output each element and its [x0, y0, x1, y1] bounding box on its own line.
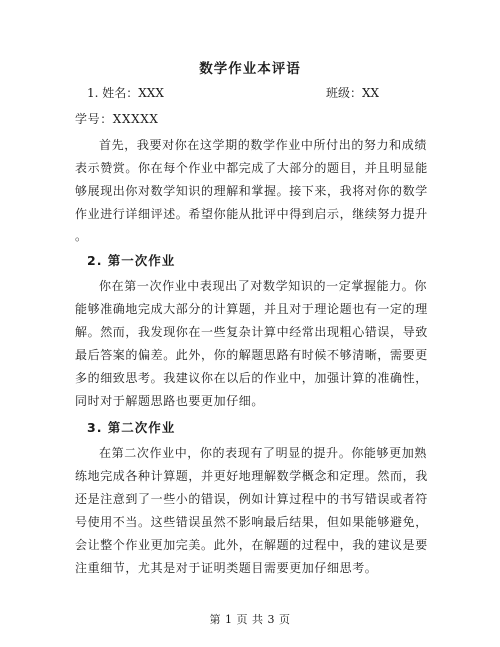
class-label: 班级：XX [326, 86, 380, 100]
page-footer: 第 1 页 共 3 页 [209, 613, 291, 626]
intro-line: 。 [75, 229, 88, 243]
section-heading-first-homework: 2. 第一次作业 [87, 253, 176, 268]
intro-line: 作业进行详细评述。希望你能从批评中得到启示，继续努力提升 [75, 207, 428, 221]
section2-line: 你在第一次作业中表现出了对数学知识的一定掌握能力。你 [99, 279, 427, 293]
intro-line: 表示赞赏。你在每个作业中都完成了大部分的题目，并且明显能 [75, 161, 428, 175]
section2-line: 多的细致思考。我建议你在以后的作业中，加强计算的准确性， [75, 371, 428, 385]
section2-line: 最后答案的偏差。此外，你的解题思路有时候不够清晰，需要更 [75, 348, 428, 362]
section2-line: 同时对于解题思路也要更加仔细。 [75, 394, 265, 408]
section3-line: 还是注意到了一些小的错误，例如计算过程中的书写错误或者符 [75, 492, 428, 506]
student-id: 学号：XXXXX [75, 112, 159, 126]
section3-line: 在第二次作业中，你的表现有了明显的提升。你能够更加熟 [99, 446, 427, 460]
section3-line: 会让整个作业更加完美。此外，在解题的过程中，我的建议是要 [75, 538, 428, 552]
student-name: 1. 姓名：XXX [87, 86, 164, 100]
section3-line: 练地完成各种计算题，并更好地理解数学概念和定理。然而，我 [75, 469, 428, 483]
info-row [87, 84, 387, 101]
section2-line: 解。然而，我发现你在一些复杂计算中经常出现粗心错误，导致 [75, 325, 428, 339]
section2-line: 能够准确地完成大部分的计算题，并且对于理论题也有一定的理 [75, 302, 428, 316]
intro-line: 够展现出你对数学知识的理解和掌握。接下来，我将对你的数学 [75, 184, 428, 198]
section-heading-second-homework: 3. 第二次作业 [87, 420, 176, 435]
document-title: 数学作业本评语 [199, 61, 301, 77]
intro-line: 首先，我要对你在这学期的数学作业中所付出的努力和成绩 [99, 138, 427, 152]
section3-line: 号使用不当。这些错误虽然不影响最后结果，但如果能够避免， [75, 515, 428, 529]
section3-line: 注重细节，尤其是对于证明类题目需要更加仔细思考。 [75, 561, 378, 575]
